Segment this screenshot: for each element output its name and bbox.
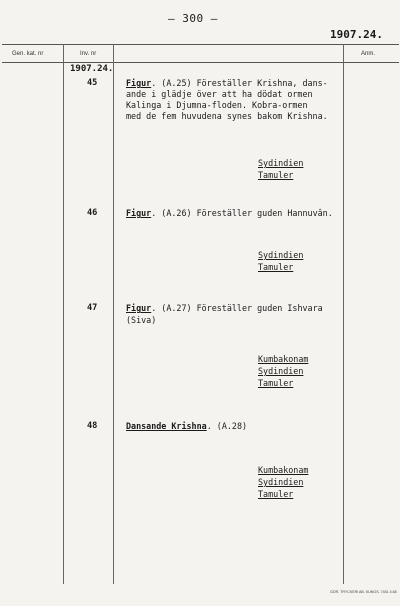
entry-inv-number: 47 [87, 303, 98, 313]
entry-place: Sydindien [258, 158, 304, 168]
entry-place: Tamuler [258, 170, 294, 180]
entry-place: Tamuler [258, 489, 294, 499]
entry-inv-number: 46 [87, 208, 98, 218]
entry-description-line: med de fem huvudena synes bakom Krishna. [126, 111, 328, 121]
entry-title: Dansande Krishna [126, 421, 207, 431]
col-divider-2 [113, 44, 114, 584]
col-header-gen-kat: Gen. kat. nr [12, 51, 44, 57]
entry-title: Figur [126, 78, 152, 88]
entry-description-line: Figur. (A.25) Föreställer Krishna, dans- [126, 78, 328, 88]
entry-place: Kumbakonam [258, 465, 309, 475]
group-heading: 1907.24. [70, 64, 114, 74]
entry-place: Sydindien [258, 477, 304, 487]
entry-place: Sydindien [258, 250, 304, 260]
entry-place: Tamuler [258, 378, 294, 388]
entry-description-line: ande i glädje över att ha dödat ormen [126, 89, 313, 99]
entry-description-line: (Siva) [126, 315, 157, 325]
entry-title: Figur [126, 208, 152, 218]
entry-place: Tamuler [258, 262, 294, 272]
col-divider-3 [343, 44, 344, 584]
page-number: – 300 – [168, 12, 218, 25]
entry-inv-number: 45 [87, 78, 98, 88]
entry-inv-number: 48 [87, 421, 98, 431]
col-divider-1 [63, 44, 64, 584]
col-header-anm: Anm. [361, 51, 376, 57]
entry-description-line: Dansande Krishna. (A.28) [126, 421, 248, 431]
entry-description-line: Figur. (A.27) Föreställer guden Ishvara [126, 303, 323, 313]
header-year: 1907.24. [330, 28, 383, 41]
entry-description-line: Figur. (A.26) Föreställer guden Hannuvân. [126, 208, 333, 218]
entry-title: Figur [126, 303, 152, 313]
table-header-rule [2, 62, 399, 63]
table-top-rule [2, 44, 399, 45]
entry-description-line: Kalinga i Djumna-floden. Kobra-ormen [126, 100, 308, 110]
printer-mark: GÖR. TRYCKERI AB. KUNGS. 7451 4.68 [330, 590, 397, 594]
entry-place: Kumbakonam [258, 354, 309, 364]
col-header-inv: Inv. nr [80, 51, 97, 57]
entry-place: Sydindien [258, 366, 304, 376]
